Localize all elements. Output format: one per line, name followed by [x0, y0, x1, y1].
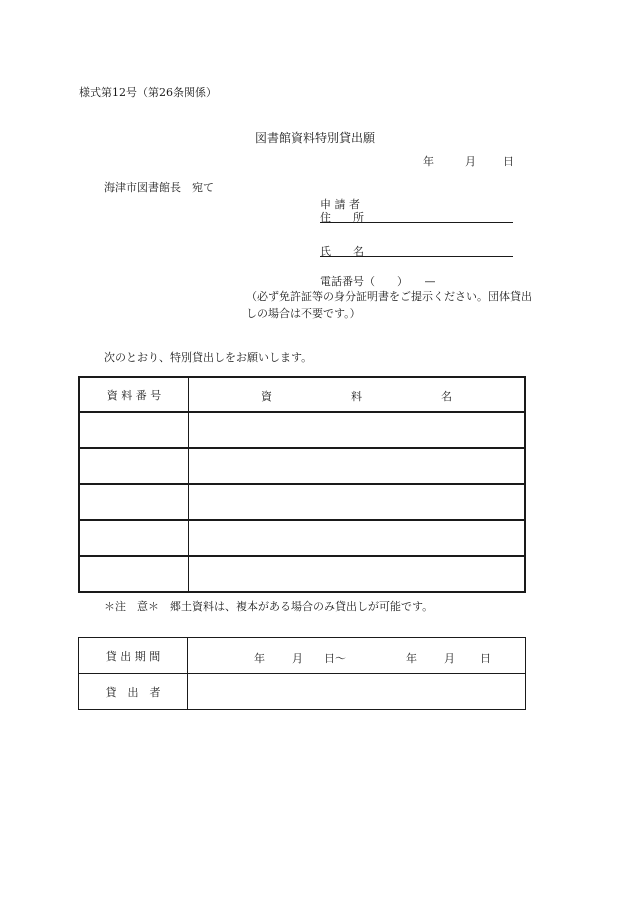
- material-name-cell[interactable]: [189, 412, 526, 448]
- table-row: [79, 556, 525, 592]
- material-name-header-1: 資: [261, 390, 272, 403]
- id-notice: （必ず免許証等の身分証明書をご提示ください。団体貸出しの場合は不要です。）: [246, 290, 532, 320]
- material-number-cell[interactable]: [79, 556, 189, 592]
- table-row: [79, 412, 525, 448]
- material-name-cell[interactable]: [189, 520, 526, 556]
- material-name-cell[interactable]: [189, 556, 526, 592]
- material-number-cell[interactable]: [79, 412, 189, 448]
- period-day-end: 日: [480, 652, 491, 665]
- table-row: [79, 520, 525, 556]
- addressee: 海津市図書館長 宛て: [104, 181, 214, 194]
- period-year-end: 年: [406, 652, 417, 665]
- date-day: 日: [503, 155, 514, 168]
- period-month-end: 月: [444, 652, 455, 665]
- loan-period-value[interactable]: [188, 638, 526, 674]
- material-number-header: 資 料 番 号: [79, 377, 189, 412]
- request-text: 次のとおり、特別貸出しをお願いします。: [104, 351, 313, 364]
- materials-header-row: [79, 377, 525, 412]
- date-month: 月: [465, 155, 476, 168]
- material-number-cell[interactable]: [79, 448, 189, 484]
- applicant-heading: 申 請 者: [320, 198, 360, 211]
- materials-table: [78, 376, 526, 593]
- lender-label: 貸 出 者: [79, 674, 188, 710]
- table-row: [79, 484, 525, 520]
- address-label: 住 所: [320, 211, 364, 224]
- document-title: 図書館資料特別貸出願: [254, 131, 375, 145]
- material-name-header-2: 料: [351, 390, 362, 403]
- loan-period-row: [79, 638, 526, 674]
- phone-label: 電話番号（ ） —: [320, 275, 436, 288]
- loan-table: [78, 637, 526, 710]
- material-number-cell[interactable]: [79, 484, 189, 520]
- material-name-header-3: 名: [441, 390, 452, 403]
- date-year: 年: [423, 155, 434, 168]
- period-month-start: 月: [292, 652, 303, 665]
- lender-row: [79, 674, 526, 710]
- material-name-cell[interactable]: [189, 484, 526, 520]
- material-number-cell[interactable]: [79, 520, 189, 556]
- material-name-cell[interactable]: [189, 448, 526, 484]
- loan-period-label: 貸 出 期 間: [79, 638, 188, 674]
- caution-note: ＊注 意＊ 郷土資料は、複本がある場合のみ貸出しが可能です。: [104, 600, 434, 613]
- lender-value[interactable]: [188, 674, 526, 710]
- form-number: 様式第12号（第26条関係）: [79, 86, 217, 99]
- period-day-start: 日～: [324, 652, 346, 665]
- name-label: 氏 名: [320, 245, 364, 258]
- table-row: [79, 448, 525, 484]
- material-name-header: [189, 377, 526, 412]
- period-year-start: 年: [254, 652, 265, 665]
